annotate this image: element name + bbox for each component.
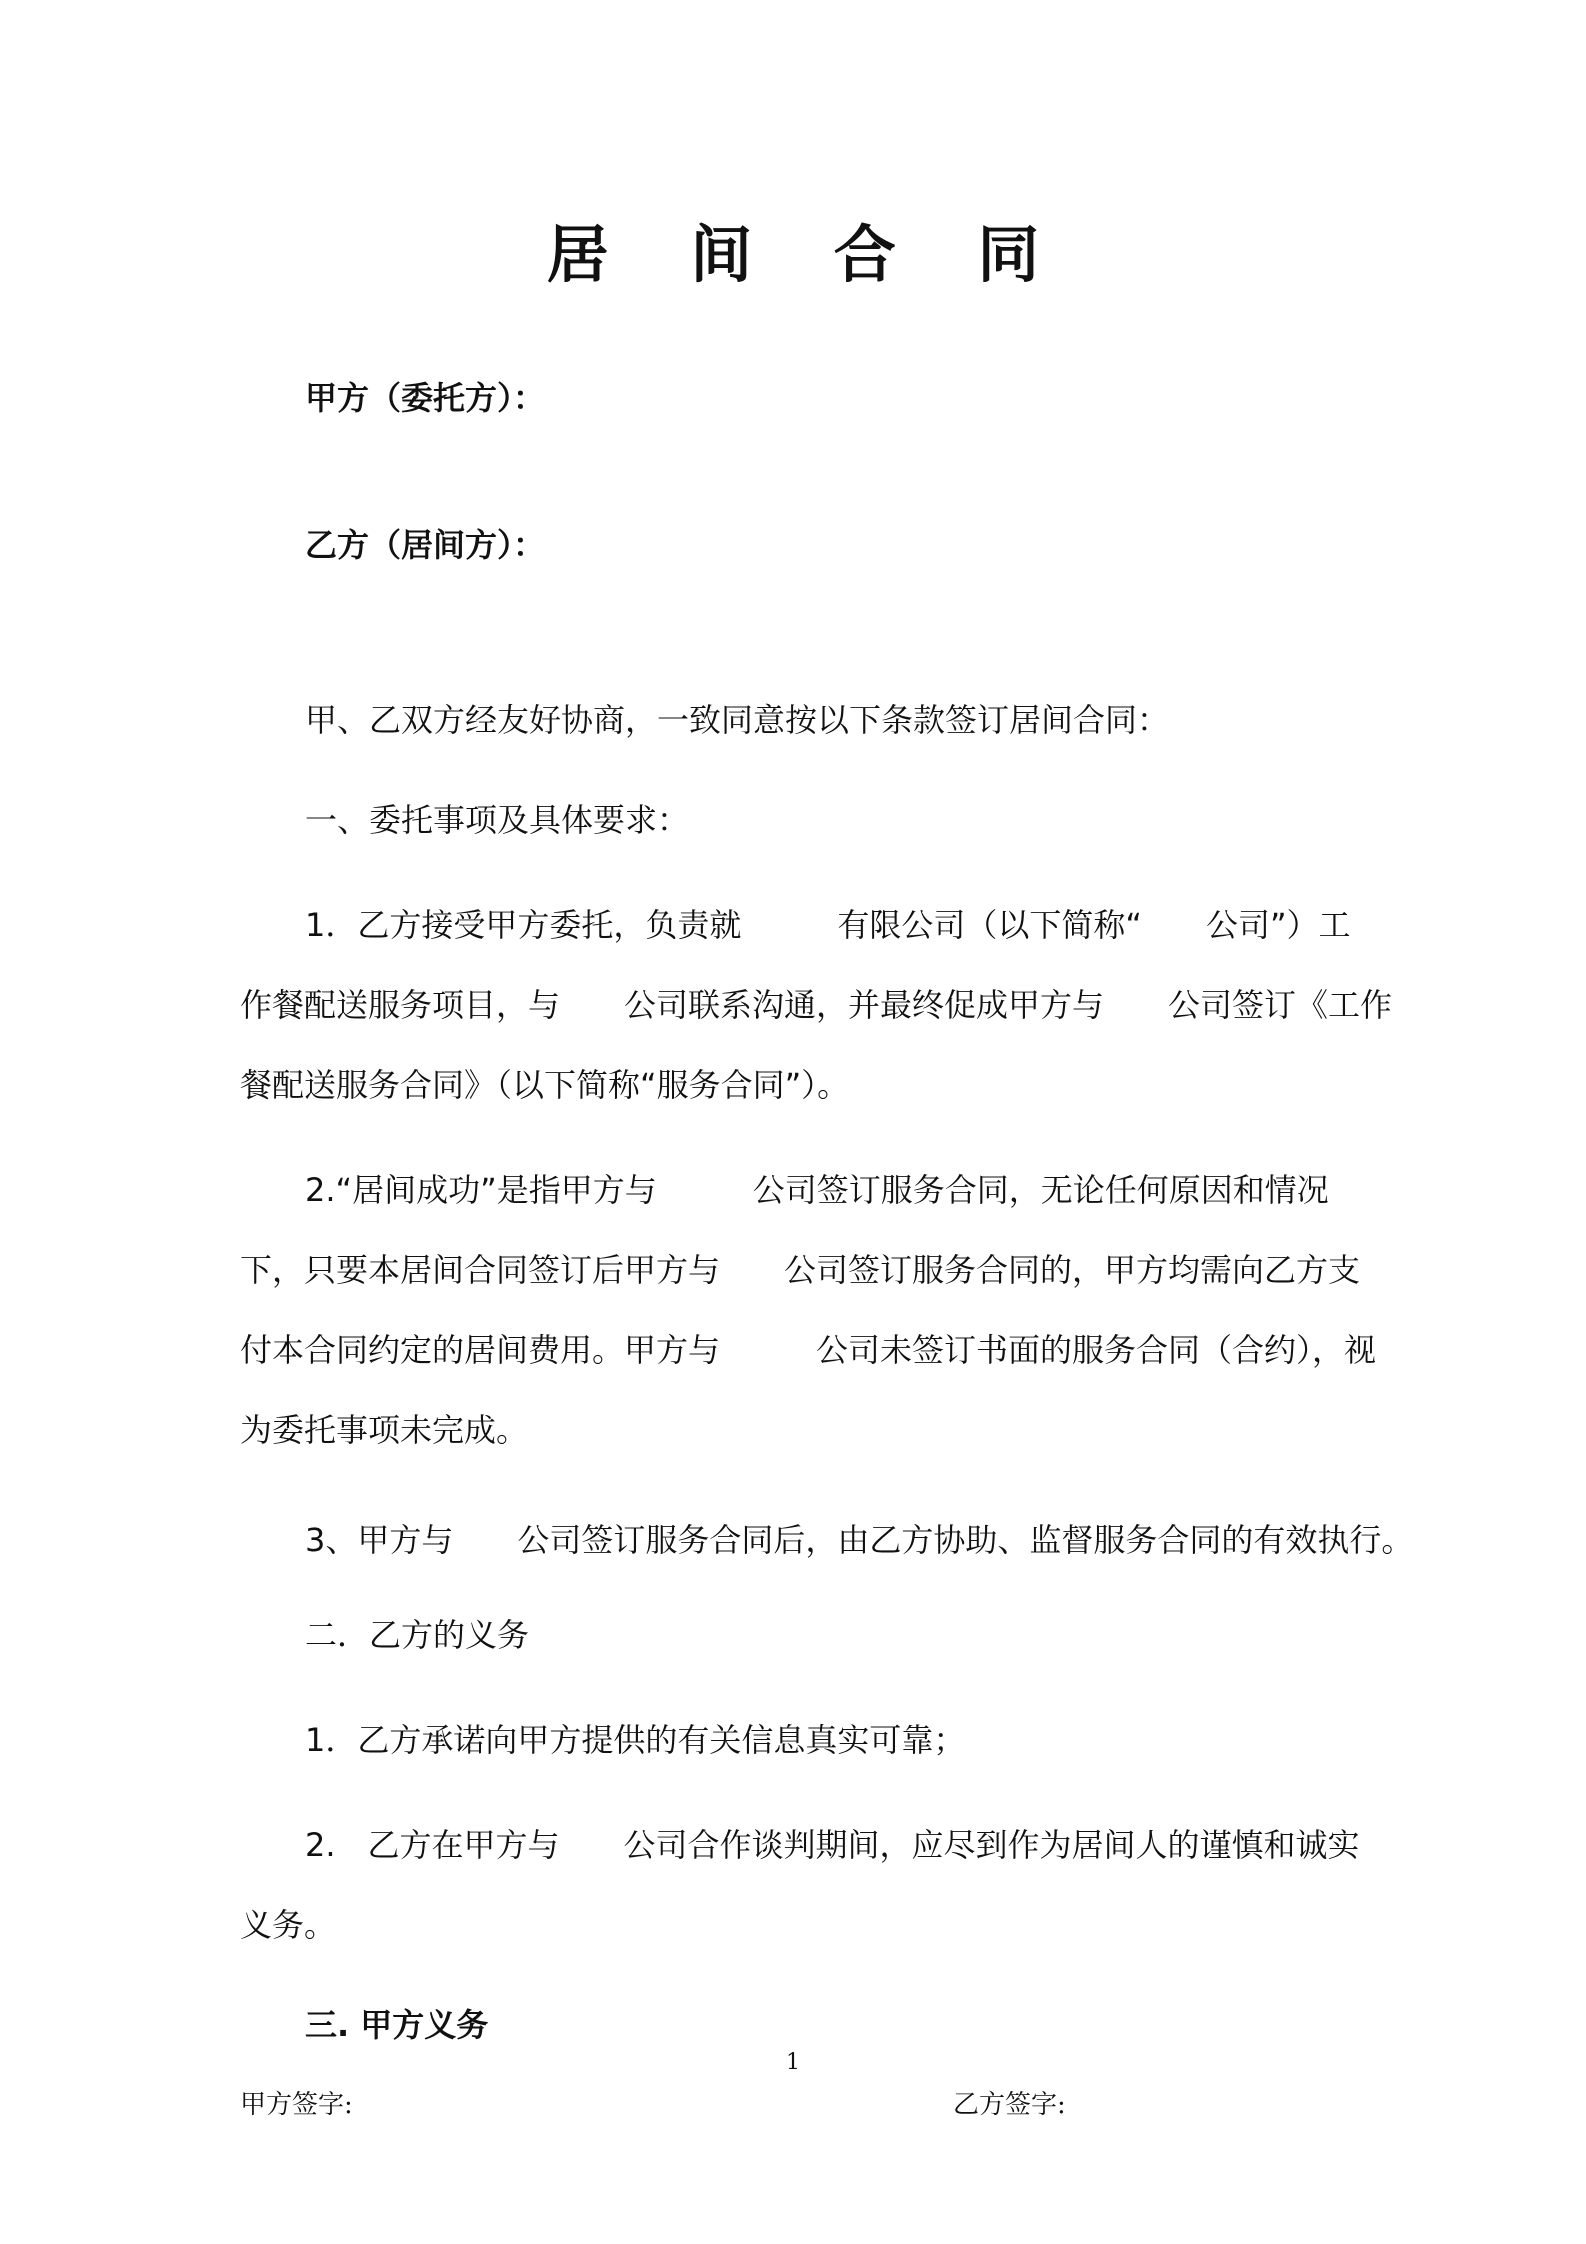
clause-2-2-line: 义务。 [240, 1906, 337, 1944]
section-2-heading: 二．乙方的义务 [305, 1616, 530, 1654]
party-b-signature-label: 乙方签字: [953, 2090, 1066, 2120]
clause-1-3: 3、甲方与 公司签订服务合同后，由乙方协助、监督服务合同的有效执行。 [305, 1521, 1414, 1559]
clause-1-2-line: 下，只要本居间合同签订后甲方与 公司签订服务合同的，甲方均需向乙方支 [240, 1251, 1361, 1289]
clause-1-2-line: 付本合同约定的居间费用。甲方与 公司未签订书面的服务合同（合约），视 [240, 1331, 1377, 1369]
section-1-heading: 一、委托事项及具体要求： [305, 801, 690, 839]
clause-1-1-line: 作餐配送服务项目，与 公司联系沟通，并最终促成甲方与 公司签订《工作 [240, 986, 1393, 1024]
section-3-heading: 三. 甲方义务 [305, 2006, 489, 2044]
page-number: 1 [786, 2050, 800, 2075]
party-b-line: 乙方（居间方）： [305, 526, 546, 564]
clause-1-1-line: 1．乙方接受甲方委托，负责就 有限公司（以下简称“ 公司”）工 [305, 906, 1351, 944]
clause-1-2-line: 为委托事项未完成。 [240, 1411, 529, 1449]
clause-2-2-line: 2. 乙方在甲方与 公司合作谈判期间，应尽到作为居间人的谨慎和诚实 [305, 1826, 1360, 1864]
clause-2-1: 1．乙方承诺向甲方提供的有关信息真实可靠； [305, 1721, 966, 1759]
intro-paragraph: 甲、乙双方经友好协商，一致同意按以下条款签订居间合同： [305, 701, 1170, 739]
party-a-line: 甲方（委托方）： [305, 379, 546, 417]
document-title: 居 间 合 同 [546, 218, 1070, 291]
clause-1-1-line: 餐配送服务合同》（以下简称“服务合同”）。 [240, 1066, 850, 1104]
party-a-signature-label: 甲方签字: [240, 2090, 353, 2120]
clause-1-2-line: 2.“居间成功”是指甲方与 公司签订服务合同，无论任何原因和情况 [305, 1171, 1329, 1209]
